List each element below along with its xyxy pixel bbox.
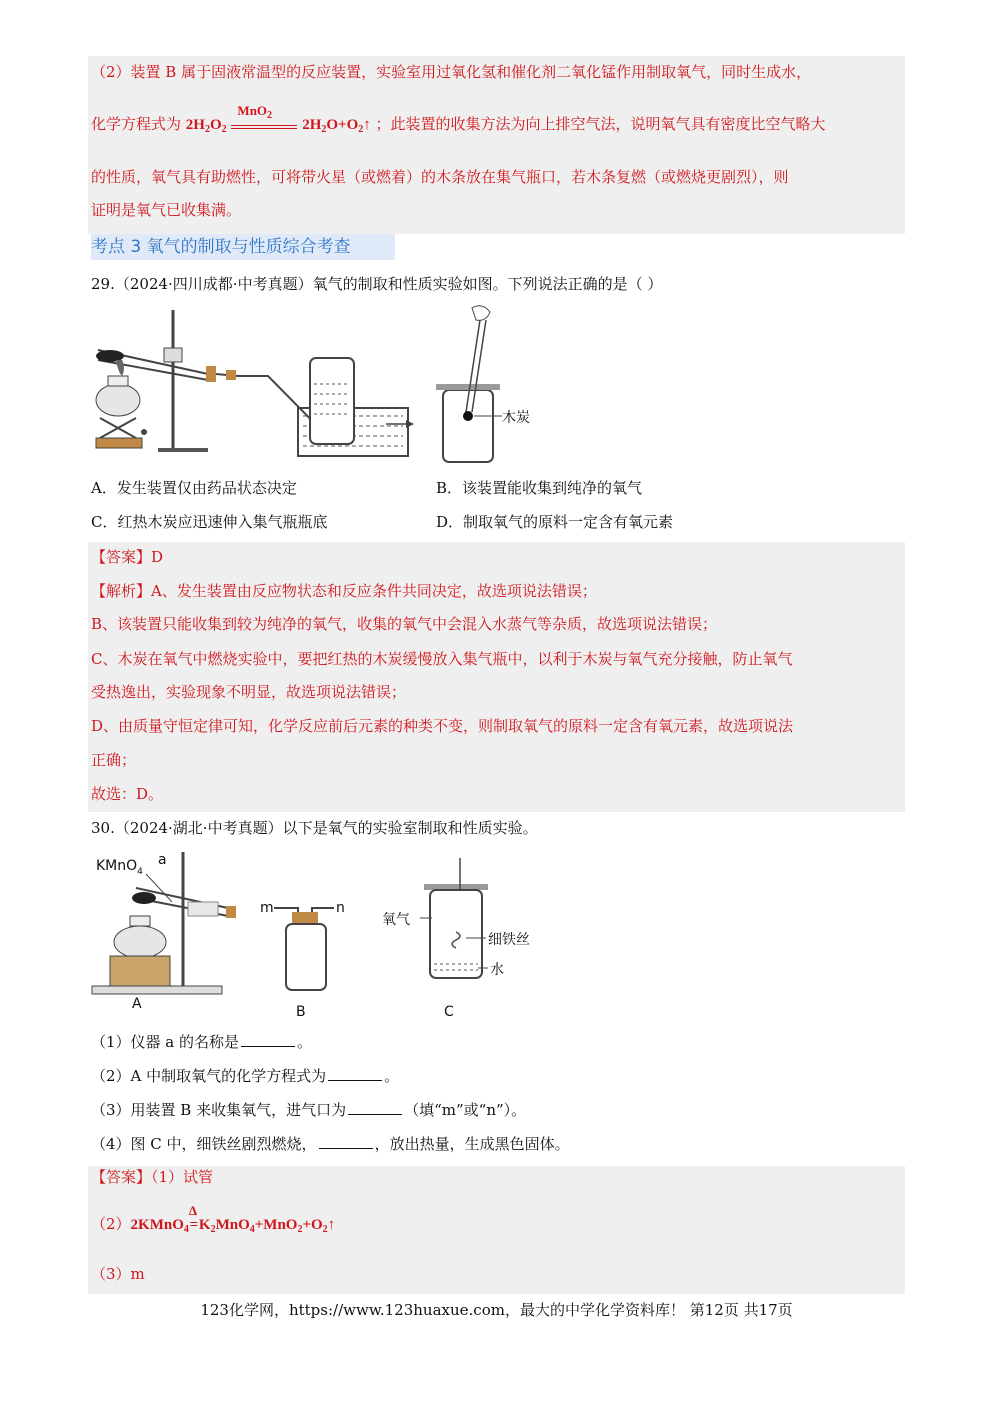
label-A: A <box>132 996 142 1012</box>
answer-blank[interactable] <box>319 1134 373 1149</box>
equation-line <box>91 103 826 142</box>
label-iron-wire: 细铁丝 <box>488 932 530 948</box>
text-line: （2）装置 B 属于固液常温型的反应装置，实验室用过氧化氢和催化剂二氧化锰作用制取氧气，同时生成水， <box>91 63 812 81</box>
text-span: ；此装置的收集方法为向上排空气法，说明氧气具有密度比空气略大 <box>375 115 826 133</box>
answer-blank[interactable] <box>328 1066 382 1081</box>
label-water: 水 <box>490 962 504 978</box>
label-charcoal: 木炭 <box>502 410 530 426</box>
label-a: a <box>158 852 167 868</box>
text-line: 证明是氧气已收集满。 <box>91 201 242 219</box>
answer-blank[interactable] <box>241 1032 295 1047</box>
answer-line-1: 【答案】（1）试管 <box>91 1168 214 1186</box>
analysis-line: 【解析】A、发生装置由反应物状态和反应条件共同决定，故选项说法错误； <box>91 582 597 600</box>
label-oxygen: 氧气 <box>382 912 410 928</box>
analysis-line: D、由质量守恒定律可知，化学反应前后元素的种类不变，则制取氧气的原料一定含有氧元素，故选项说法 <box>91 717 794 735</box>
label-kmno4: KMnO$_4$ <box>96 858 143 877</box>
label-B: B <box>296 1004 306 1020</box>
answer-line-2: （2）2KMnO$_4$ Δ $=K_2MnO_4+MnO_2+O_2↑$ <box>91 1203 336 1235</box>
analysis-line: C、木炭在氧气中燃烧实验中，要把红热的木炭缓慢放入集气瓶中，以利于木炭与氧气充分接触，防止氧气 <box>91 650 793 668</box>
sub-question-1: （1）仪器 a 的名称是 。 <box>91 1033 313 1051</box>
label-m: m <box>260 900 274 916</box>
sub-question-3: （3）用装置 B 来收集氧气，进气口为 （填“m”或“n”）。 <box>91 1101 527 1119</box>
sub-question-2: （2）A 中制取氧气的化学方程式为 。 <box>91 1067 400 1085</box>
catalyst-arrow: MnO$_2$ <box>231 115 297 129</box>
chemical-formula: $2H_2O_2$ <box>185 117 227 135</box>
label-C: C <box>444 1004 454 1020</box>
question-stem: 29.（2024·四川成都·中考真题）氧气的制取和性质实验如图。下列说法正确的是（ ） <box>91 275 663 293</box>
answer-blank[interactable] <box>348 1100 402 1115</box>
option-c: C．红热木炭应迅速伸入集气瓶瓶底 <box>91 513 328 531</box>
analysis-line: B、该装置只能收集到较为纯净的氧气，收集的氧气中会混入水蒸气等杂质，故选项说法错误； <box>91 615 718 633</box>
answer-text: 【答案】D <box>91 548 164 566</box>
analysis-line: 受热逸出，实验现象不明显，故选项说法错误； <box>91 683 407 701</box>
figure-oxygen-preparation <box>88 300 558 465</box>
option-b: B．该装置能收集到纯净的氧气 <box>436 479 643 497</box>
text-line: 的性质，氧气具有助燃性，可将带火星（或燃着）的木条放在集气瓶口，若木条复燃（或燃烧更剧烈），则 <box>91 168 789 186</box>
option-d: D．制取氧气的原料一定含有氧元素 <box>436 513 674 531</box>
sub-question-4: （4）图 C 中，细铁丝剧烈燃烧， ，放出热量，生成黑色固体。 <box>91 1135 570 1153</box>
figure-oxygen-experiments <box>88 846 558 1022</box>
question-stem: 30.（2024·湖北·中考真题）以下是氧气的实验室制取和性质实验。 <box>91 819 538 837</box>
text-span: 化学方程式为 <box>91 115 182 133</box>
analysis-line: 故选：D。 <box>91 785 164 803</box>
page-footer: 123化学网，https://www.123huaxue.com，最大的中学化学资料库！ 第12页 共17页 <box>200 1301 793 1319</box>
answer-line-3: （3）m <box>91 1265 145 1283</box>
label-n: n <box>336 900 345 916</box>
chemical-formula: $2H_2O+O_2↑$ <box>302 117 371 135</box>
option-a: A．发生装置仅由药品状态决定 <box>91 479 297 497</box>
section-heading: 考点 3 氧气的制取与性质综合考查 <box>91 234 395 260</box>
analysis-line: 正确； <box>91 751 137 769</box>
